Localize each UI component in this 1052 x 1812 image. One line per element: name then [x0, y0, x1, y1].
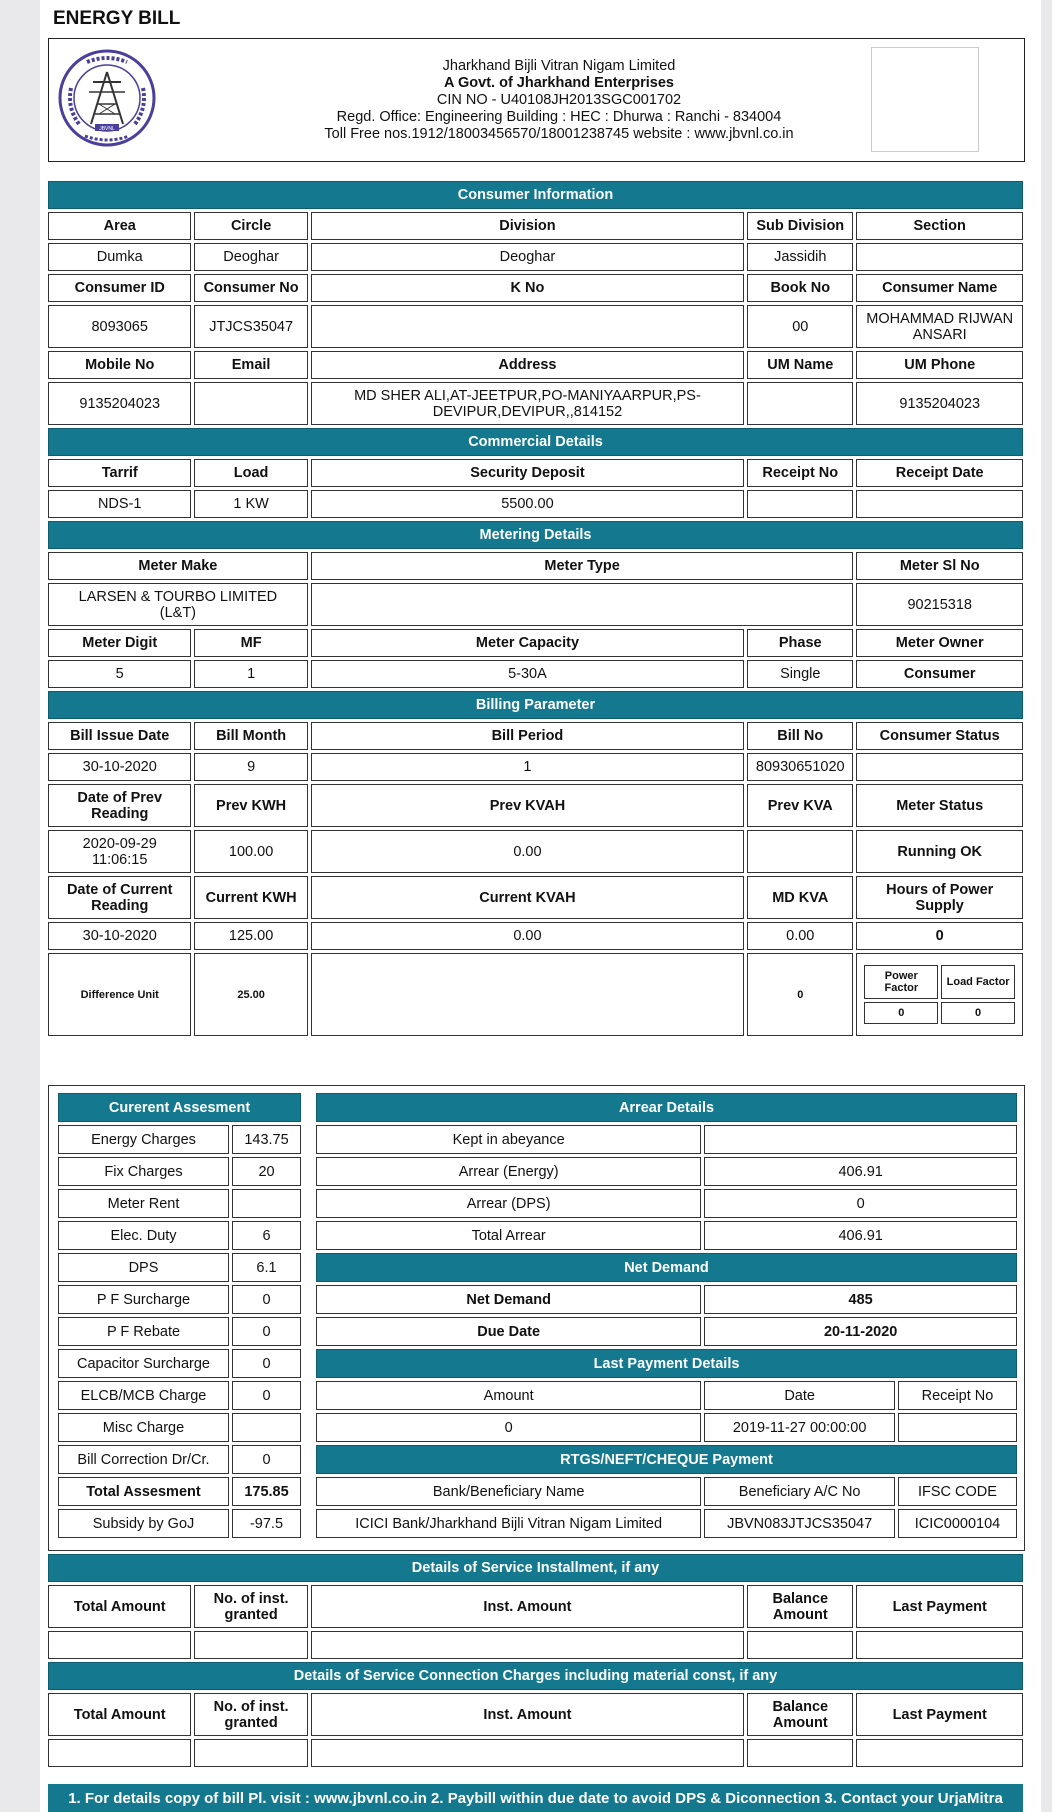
- phase-value: Single: [747, 660, 853, 688]
- current-kwh-value: 125.00: [194, 922, 307, 950]
- meter-type-value: [311, 583, 854, 626]
- si-inst-amount-header: Inst. Amount: [311, 1585, 744, 1628]
- um-phone-header: UM Phone: [856, 351, 1023, 379]
- document-title: ENERGY BILL: [53, 8, 181, 29]
- prev-reading-date-header: Date of Prev Reading: [48, 784, 191, 827]
- arrear-energy-label: Arrear (Energy): [316, 1157, 701, 1186]
- kept-in-abeyance-label: Kept in abeyance: [316, 1125, 701, 1154]
- book-no-header: Book No: [747, 274, 853, 302]
- difference-blank-cell: [311, 953, 744, 1036]
- si-balance-amount-value: [747, 1631, 853, 1659]
- sc-last-payment-header: Last Payment: [856, 1693, 1023, 1736]
- billing-title: Billing Parameter: [48, 691, 1023, 719]
- circle-header: Circle: [194, 212, 307, 240]
- um-name-header: UM Name: [747, 351, 853, 379]
- meter-sl-no-header: Meter Sl No: [856, 552, 1023, 580]
- power-factor-label: Power Factor: [864, 965, 938, 999]
- company-header: [48, 38, 1025, 162]
- subdivision-header: Sub Division: [747, 212, 853, 240]
- pf-rebate-value: 0: [232, 1317, 301, 1346]
- consumer-no-value: JTJCS35047: [194, 305, 307, 348]
- bank-name-header: Bank/Beneficiary Name: [316, 1477, 701, 1506]
- si-inst-granted-header: No. of inst. granted: [194, 1585, 307, 1628]
- misc-charge-value: [232, 1413, 301, 1442]
- load-factor-label: Load Factor: [941, 965, 1015, 999]
- md-kva-header: MD KVA: [747, 876, 853, 919]
- si-balance-amount-header: Balance Amount: [747, 1585, 853, 1628]
- bill-no-value: 80930651020: [747, 753, 853, 781]
- consumer-id-header: Consumer ID: [48, 274, 191, 302]
- difference-unit-label: Difference Unit: [48, 953, 191, 1036]
- consumer-name-header: Consumer Name: [856, 274, 1023, 302]
- address-value: MD SHER ALI,AT-JEETPUR,PO-MANIYAARPUR,PS-DEVIPUR,DEVIPUR,,814152: [311, 382, 744, 425]
- kept-in-abeyance-value: [704, 1125, 1017, 1154]
- pf-surcharge-value: 0: [232, 1285, 301, 1314]
- elcb-mcb-charge-label: ELCB/MCB Charge: [58, 1381, 229, 1410]
- elec-duty-label: Elec. Duty: [58, 1221, 229, 1250]
- service-installment-table: [45, 1551, 1026, 1770]
- current-kwh-header: Current KWH: [194, 876, 307, 919]
- company-info: [209, 58, 909, 143]
- company-govt: A Govt. of Jharkhand Enterprises: [444, 75, 674, 91]
- tariff-value: NDS-1: [48, 490, 191, 518]
- meter-owner-value: Consumer: [856, 660, 1023, 688]
- beneficiary-ac-value: JBVN083JTJCS35047: [704, 1509, 895, 1538]
- total-arrear-value: 406.91: [704, 1221, 1017, 1250]
- elec-duty-value: 6: [232, 1221, 301, 1250]
- beneficiary-ac-header: Beneficiary A/C No: [704, 1477, 895, 1506]
- fix-charges-label: Fix Charges: [58, 1157, 229, 1186]
- bill-correction-label: Bill Correction Dr/Cr.: [58, 1445, 229, 1474]
- meter-make-value: LARSEN & TOURBO LIMITED (L&T): [48, 583, 308, 626]
- meter-status-value: Running OK: [856, 830, 1023, 873]
- consumer-name-value: MOHAMMAD RIJWAN ANSARI: [856, 305, 1023, 348]
- last-payment-title: Last Payment Details: [316, 1349, 1017, 1378]
- current-kvah-header: Current KVAH: [311, 876, 744, 919]
- lp-date-header: Date: [704, 1381, 895, 1410]
- prev-kwh-value: 100.00: [194, 830, 307, 873]
- capacitor-surcharge-value: 0: [232, 1349, 301, 1378]
- si-last-payment-header: Last Payment: [856, 1585, 1023, 1628]
- receipt-no-header: Receipt No: [747, 459, 853, 487]
- subsidy-goj-value: -97.5: [232, 1509, 301, 1538]
- meter-digit-value: 5: [48, 660, 191, 688]
- sc-inst-amount-value: [311, 1739, 744, 1767]
- pf-surcharge-label: P F Surcharge: [58, 1285, 229, 1314]
- dps-value: 6.1: [232, 1253, 301, 1282]
- sc-balance-amount-header: Balance Amount: [747, 1693, 853, 1736]
- email-value: [194, 382, 307, 425]
- svg-text:JBVNL: JBVNL: [99, 126, 115, 132]
- service-installment-title: Details of Service Installment, if any: [48, 1554, 1023, 1582]
- prev-kva-header: Prev KVA: [747, 784, 853, 827]
- book-no-value: 00: [747, 305, 853, 348]
- sc-inst-granted-header: No. of inst. granted: [194, 1693, 307, 1736]
- load-header: Load: [194, 459, 307, 487]
- load-factor-value: 0: [941, 1002, 1015, 1024]
- rtgs-title: RTGS/NEFT/CHEQUE Payment: [316, 1445, 1017, 1474]
- address-header: Address: [311, 351, 744, 379]
- meter-capacity-value: 5-30A: [311, 660, 744, 688]
- misc-charge-label: Misc Charge: [58, 1413, 229, 1442]
- phase-header: Phase: [747, 629, 853, 657]
- bill-no-header: Bill No: [747, 722, 853, 750]
- subsidy-goj-label: Subsidy by GoJ: [58, 1509, 229, 1538]
- mf-value: 1: [194, 660, 307, 688]
- arrear-dps-label: Arrear (DPS): [316, 1189, 701, 1218]
- circle-value: Deoghar: [194, 243, 307, 271]
- section-header: Section: [856, 212, 1023, 240]
- company-tollfree: Toll Free nos.1912/18003456570/18001238745 website : www.jbvnl.co.in: [324, 126, 794, 142]
- jbvnl-logo-icon: [57, 48, 157, 148]
- commercial-title: Commercial Details: [48, 428, 1023, 456]
- current-assessment-title: Curerent Assesment: [58, 1093, 301, 1122]
- mobile-value: 9135204023: [48, 382, 191, 425]
- si-inst-amount-value: [311, 1631, 744, 1659]
- si-total-amount-header: Total Amount: [48, 1585, 191, 1628]
- meter-rent-value: [232, 1189, 301, 1218]
- consumer-info-table: [45, 178, 1026, 1039]
- arrear-energy-value: 406.91: [704, 1157, 1017, 1186]
- total-assessment-value: 175.85: [232, 1477, 301, 1506]
- bill-period-header: Bill Period: [311, 722, 744, 750]
- capacitor-surcharge-label: Capacitor Surcharge: [58, 1349, 229, 1378]
- tariff-header: Tarrif: [48, 459, 191, 487]
- company-name: Jharkhand Bijli Vitran Nigam Limited: [442, 58, 676, 74]
- md-kva-value: 0.00: [747, 922, 853, 950]
- prev-kva-value: [747, 830, 853, 873]
- power-load-factor-cell: [856, 953, 1023, 1036]
- ifsc-value: ICIC0000104: [898, 1509, 1017, 1538]
- consumer-no-header: Consumer No: [194, 274, 307, 302]
- sc-inst-granted-value: [194, 1739, 307, 1767]
- net-demand-value: 485: [704, 1285, 1017, 1314]
- arrear-details-title: Arrear Details: [316, 1093, 1017, 1122]
- consumer-id-value: 8093065: [48, 305, 191, 348]
- meter-make-header: Meter Make: [48, 552, 308, 580]
- prev-kvah-value: 0.00: [311, 830, 744, 873]
- lp-date-value: 2019-11-27 00:00:00: [704, 1413, 895, 1442]
- bill-correction-value: 0: [232, 1445, 301, 1474]
- net-demand-label: Net Demand: [316, 1285, 701, 1314]
- si-total-amount-value: [48, 1631, 191, 1659]
- hours-power-supply-value: 0: [856, 922, 1023, 950]
- email-header: Email: [194, 351, 307, 379]
- prev-reading-date-value: 2020-09-29 11:06:15: [48, 830, 191, 873]
- energy-charges-value: 143.75: [232, 1125, 301, 1154]
- lp-receipt-no-header: Receipt No: [898, 1381, 1017, 1410]
- security-deposit-value: 5500.00: [311, 490, 744, 518]
- meter-type-header: Meter Type: [311, 552, 854, 580]
- due-date-value: 20-11-2020: [704, 1317, 1017, 1346]
- mobile-header: Mobile No: [48, 351, 191, 379]
- metering-title: Metering Details: [48, 521, 1023, 549]
- prev-kvah-header: Prev KVAH: [311, 784, 744, 827]
- arrear-dps-value: 0: [704, 1189, 1017, 1218]
- sc-last-payment-value: [856, 1739, 1023, 1767]
- service-connection-title: Details of Service Connection Charges including material const, if any: [48, 1662, 1023, 1690]
- company-cin: CIN NO - U40108JH2013SGC001702: [436, 92, 682, 108]
- arrear-payment-table: [313, 1090, 1020, 1541]
- current-assessment-table: [55, 1090, 304, 1541]
- dps-label: DPS: [58, 1253, 229, 1282]
- consumer-status-value: [856, 753, 1023, 781]
- receipt-no-value: [747, 490, 853, 518]
- bill-issue-date-value: 30-10-2020: [48, 753, 191, 781]
- meter-status-header: Meter Status: [856, 784, 1023, 827]
- load-value: 1 KW: [194, 490, 307, 518]
- receipt-date-header: Receipt Date: [856, 459, 1023, 487]
- security-deposit-header: Security Deposit: [311, 459, 744, 487]
- difference-zero-cell: 0: [747, 953, 853, 1036]
- bill-period-value: 1: [311, 753, 744, 781]
- power-factor-value: 0: [864, 1002, 938, 1024]
- si-inst-granted-value: [194, 1631, 307, 1659]
- area-header: Area: [48, 212, 191, 240]
- current-kvah-value: 0.00: [311, 922, 744, 950]
- elcb-mcb-charge-value: 0: [232, 1381, 301, 1410]
- meter-owner-header: Meter Owner: [856, 629, 1023, 657]
- meter-rent-label: Meter Rent: [58, 1189, 229, 1218]
- area-value: Dumka: [48, 243, 191, 271]
- lp-receipt-no-value: [898, 1413, 1017, 1442]
- bill-month-value: 9: [194, 753, 307, 781]
- total-assessment-label: Total Assesment: [58, 1477, 229, 1506]
- meter-sl-no-value: 90215318: [856, 583, 1023, 626]
- company-office: Regd. Office: Engineering Building : HEC : Dhurwa : Ranchi - 834004: [336, 109, 782, 125]
- net-demand-title: Net Demand: [316, 1253, 1017, 1282]
- um-phone-value: 9135204023: [856, 382, 1023, 425]
- meter-digit-header: Meter Digit: [48, 629, 191, 657]
- energy-charges-label: Energy Charges: [58, 1125, 229, 1154]
- bill-issue-date-header: Bill Issue Date: [48, 722, 191, 750]
- power-load-factor-table: [861, 962, 1018, 1027]
- lp-amount-value: 0: [316, 1413, 701, 1442]
- section-value: [856, 243, 1023, 271]
- si-last-payment-value: [856, 1631, 1023, 1659]
- lp-amount-header: Amount: [316, 1381, 701, 1410]
- sc-total-amount-header: Total Amount: [48, 1693, 191, 1736]
- division-value: Deoghar: [311, 243, 744, 271]
- hours-power-supply-header: Hours of Power Supply: [856, 876, 1023, 919]
- k-no-value: [311, 305, 744, 348]
- photo-box: [871, 47, 979, 152]
- meter-capacity-header: Meter Capacity: [311, 629, 744, 657]
- division-header: Division: [311, 212, 744, 240]
- footer-note: 1. For details copy of bill Pl. visit : www.jbvnl.co.in 2. Paybill within due date to avoid DPS & Diconnection 3. Contact your UrjaMitra: [48, 1784, 1023, 1812]
- bank-name-value: ICICI Bank/Jharkhand Bijli Vitran Nigam Limited: [316, 1509, 701, 1538]
- sc-balance-amount-value: [747, 1739, 853, 1767]
- sc-inst-amount-header: Inst. Amount: [311, 1693, 744, 1736]
- consumer-info-title: Consumer Information: [48, 181, 1023, 209]
- current-reading-date-header: Date of Current Reading: [48, 876, 191, 919]
- prev-kwh-header: Prev KWH: [194, 784, 307, 827]
- subdivision-value: Jassidih: [747, 243, 853, 271]
- fix-charges-value: 20: [232, 1157, 301, 1186]
- difference-unit-value: 25.00: [194, 953, 307, 1036]
- due-date-label: Due Date: [316, 1317, 701, 1346]
- bill-month-header: Bill Month: [194, 722, 307, 750]
- receipt-date-value: [856, 490, 1023, 518]
- sc-total-amount-value: [48, 1739, 191, 1767]
- um-name-value: [747, 382, 853, 425]
- pf-rebate-label: P F Rebate: [58, 1317, 229, 1346]
- k-no-header: K No: [311, 274, 744, 302]
- ifsc-header: IFSC CODE: [898, 1477, 1017, 1506]
- bill-page: [40, 0, 1041, 1812]
- consumer-status-header: Consumer Status: [856, 722, 1023, 750]
- mf-header: MF: [194, 629, 307, 657]
- current-reading-date-value: 30-10-2020: [48, 922, 191, 950]
- total-arrear-label: Total Arrear: [316, 1221, 701, 1250]
